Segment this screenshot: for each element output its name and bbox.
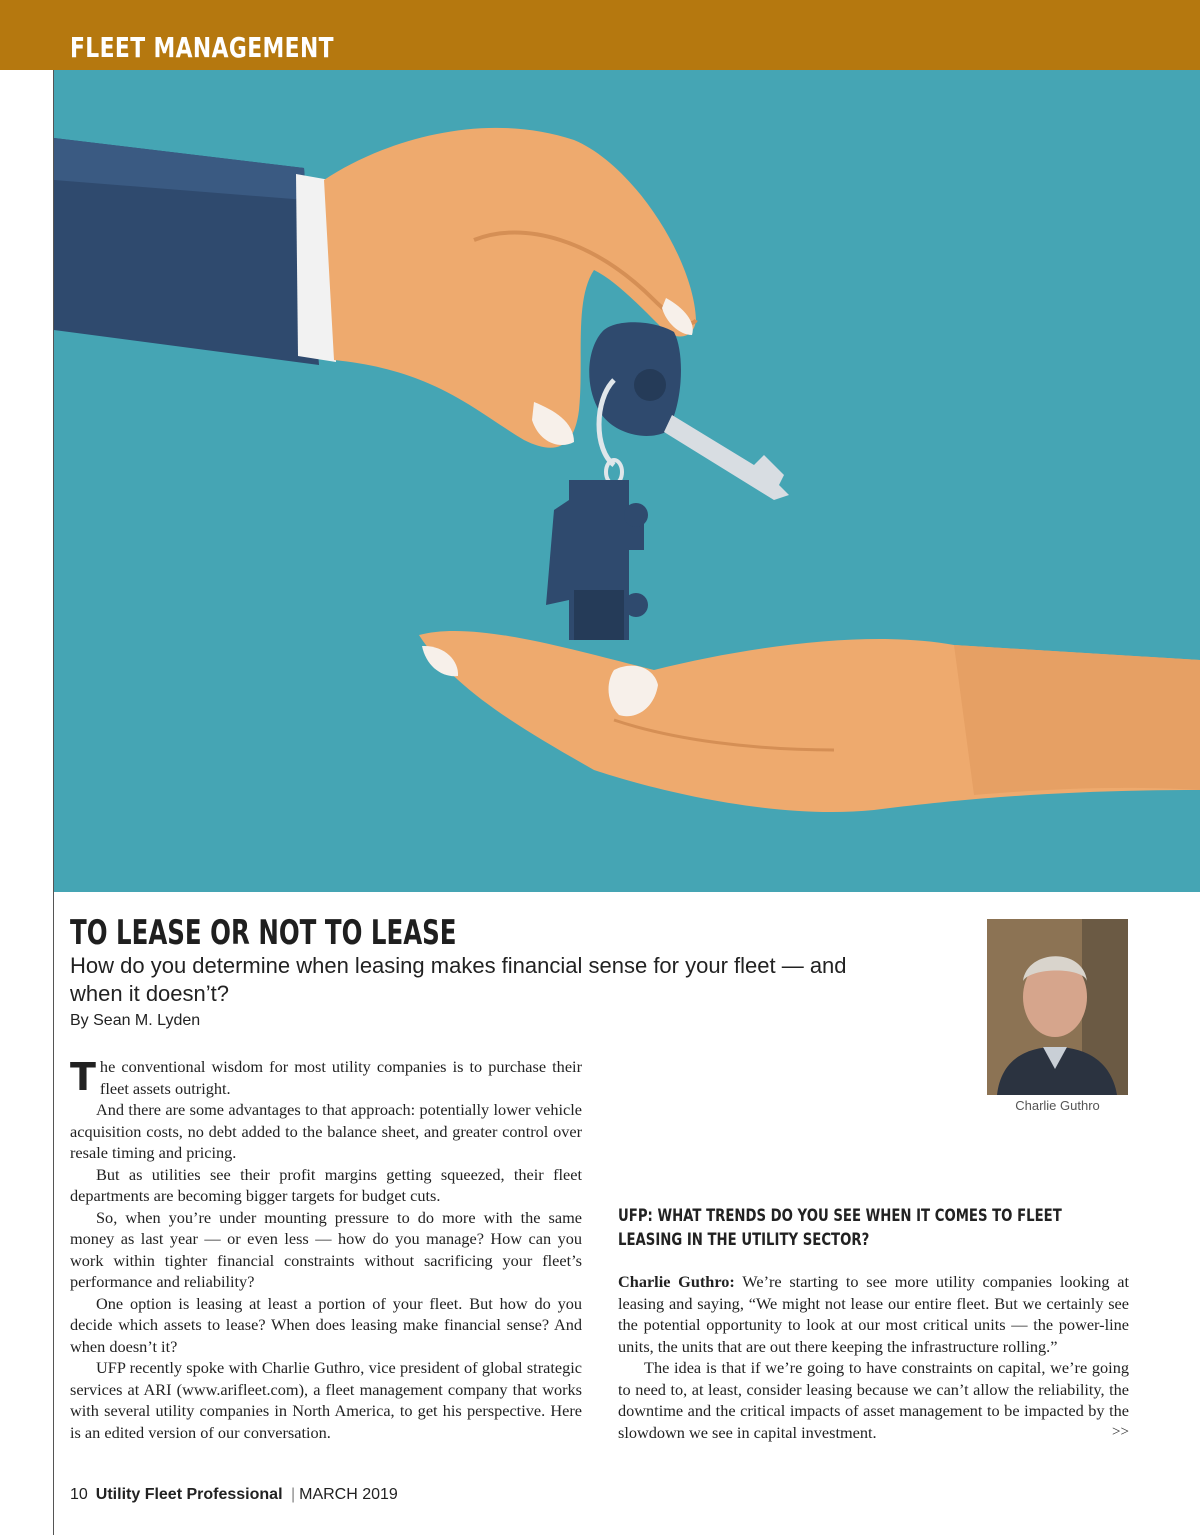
paragraph: UFP recently spoke with Charlie Guthro, vice president of global strategic services at ARI (www.arifleet.com), a fleet management company that works with several utility companies in North America, to get his perspective. Here is an edited version of our conversation.: [70, 1358, 582, 1442]
hero-illustration: [54, 70, 1200, 892]
suit-sleeve: [54, 138, 319, 365]
paragraph: So, when you’re under mounting pressure to do more with the same money as last year — or even less — how do you manage? How can you work within tighter financial constraints without sacrificing your fleet’s performance and reliability?: [70, 1207, 582, 1291]
footer-separator: |: [290, 1486, 296, 1503]
paragraph: One option is leasing at least a portion of your fleet. But how do you decide which assets to lease? When does leasing make financial sense? And when doesn’t it?: [70, 1293, 582, 1356]
page-footer: [70, 1484, 398, 1506]
receiving-hand: [419, 631, 1200, 812]
article-byline: By Sean M. Lyden: [70, 1012, 201, 1029]
portrait-icon: [987, 919, 1128, 1095]
portrait-photo: [987, 919, 1128, 1095]
article-column-right: [618, 1271, 1129, 1443]
drop-cap: T: [70, 1055, 96, 1099]
photo-caption: Charlie Guthro: [1015, 1098, 1100, 1113]
paragraph: But as utilities see their profit margins getting squeezed, their fleet departments are becoming bigger targets for budget cuts.: [70, 1164, 582, 1205]
truck-keychain: [546, 480, 648, 640]
speaker-label: Charlie Guthro:: [618, 1272, 735, 1291]
hand-passing-truck-keys-illustration: [54, 70, 1200, 892]
article-column-left: [70, 1056, 582, 1443]
answer-paragraph: Charlie Guthro: We’re starting to see more utility companies looking at leasing and saying, “We might not lease our entire fleet. But we certainly see the potential opportunity to look at our most critical units — the power-line units, the units that are out there keeping the infrastructure rolling.”: [618, 1272, 1130, 1356]
interview-question: UFP: WHAT TRENDS DO YOU SEE WHEN IT COMES TO FLEET LEASING IN THE UTILITY SECTOR?: [618, 1206, 1062, 1250]
answer-paragraph: The idea is that if we’re going to have constraints on capital, we’re going to need to, at least, consider leasing because we can’t allow the reliability, the downtime and the critical impacts of asset management to be impacted by the slowdown we see in capital investment.: [618, 1358, 1129, 1442]
continue-marker: >>: [1112, 1424, 1129, 1440]
section-label: FLEET MANAGEMENT: [70, 31, 334, 64]
paragraph: And there are some advantages to that approach: potentially lower vehicle acquisition costs, no debt added to the balance sheet, and greater control over resale timing and pricing.: [70, 1100, 582, 1162]
page-number: 10: [70, 1486, 88, 1503]
publication-name: Utility Fleet Professional: [95, 1486, 283, 1503]
article-subtitle: How do you determine when leasing makes financial sense for your fleet — and when it doesn’t?: [70, 953, 847, 1006]
issue-date: MARCH 2019: [299, 1486, 398, 1503]
article-title: TO LEASE OR NOT TO LEASE: [70, 913, 457, 953]
key-fob: [589, 322, 789, 500]
paragraph: The conventional wisdom for most utility companies is to purchase their fleet assets outright.: [70, 1055, 582, 1099]
